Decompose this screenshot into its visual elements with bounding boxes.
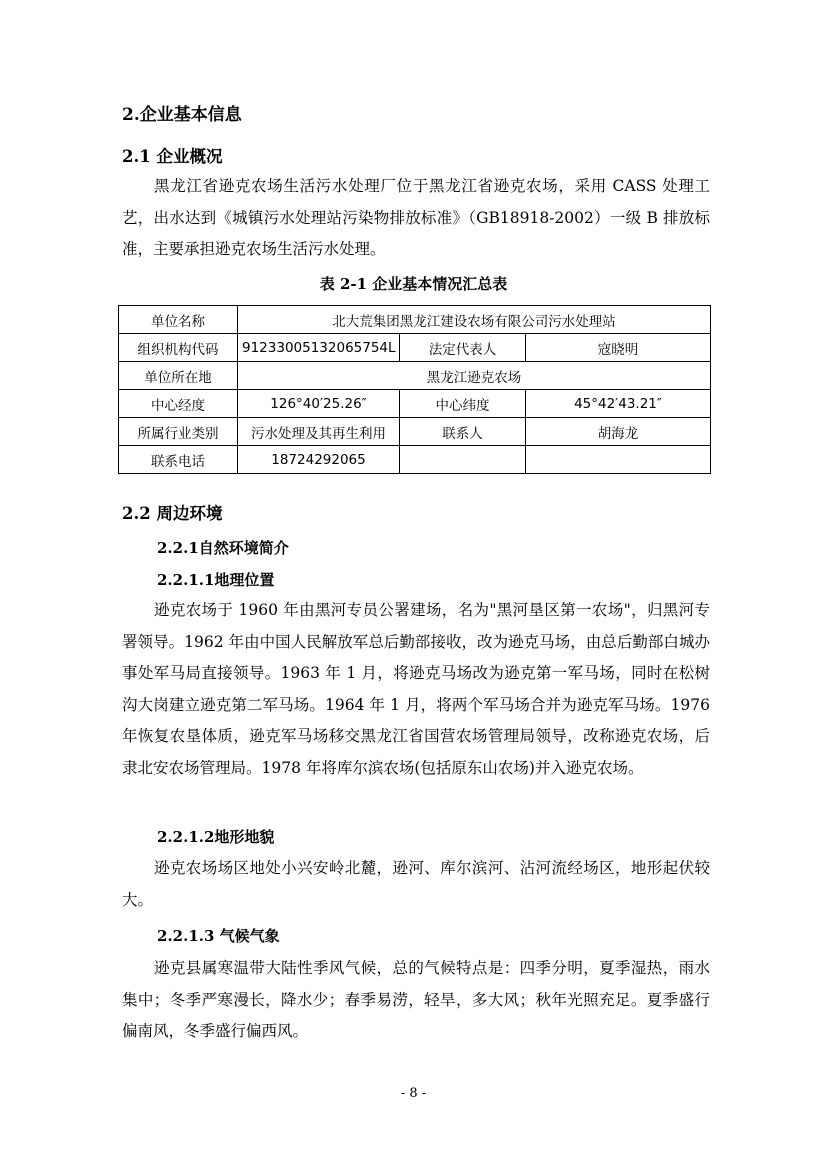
enterprise-info-table bbox=[118, 305, 711, 474]
section-heading-2-2-1-2: 2.2.1.2地形地貌 bbox=[157, 828, 275, 846]
table-row bbox=[119, 334, 711, 362]
section-heading-2-2-1: 2.2.1自然环境简介 bbox=[157, 539, 289, 557]
section-heading-2-2-1-3: 2.2.1.3 气候气象 bbox=[157, 927, 280, 945]
table-row bbox=[119, 306, 711, 334]
table-value-cell: 黑龙江逊克农场 bbox=[238, 362, 711, 390]
table-value-cell: 91233005132065754L bbox=[238, 334, 400, 362]
table-label-cell: 中心纬度 bbox=[400, 390, 526, 418]
table-row bbox=[119, 446, 711, 474]
table-value-cell: 胡海龙 bbox=[526, 418, 711, 446]
terrain-paragraph: 逊克农场场区地处小兴安岭北麓，逊河、库尔滨河、沾河流经场区，地形起伏较大。 bbox=[122, 859, 710, 909]
table-value-cell: 寇晓明 bbox=[526, 334, 711, 362]
geography-paragraph: 逊克农场于 1960 年由黑河专员公署建场，名为"黑河垦区第一农场"，归黑河专署领导。1962 年由中国人民解放军总后勤部接收，改为逊克马场，由总后勤部白城办事处军马局直接领导。1963 年 1 月，将逊克马场改为逊克第一军马场，同时在松树沟大岗建立逊克第二军马场。1964 年 1 月，将两个军马场合并为逊克军马场。1976 年恢复农垦体质，逊克军马场移交黑龙江省国营农场管理局领导，改称逊克农场，后隶北安农场管理局。1978 年将库尔滨农场(包括原东山农场)并入逊克农场。 bbox=[122, 601, 710, 777]
table-label-cell: 中心经度 bbox=[119, 390, 238, 418]
table-row bbox=[119, 418, 711, 446]
table-label-cell: 联系人 bbox=[400, 418, 526, 446]
table-label-cell: 组织机构代码 bbox=[119, 334, 238, 362]
section-heading-2-1: 2.1 企业概况 bbox=[122, 147, 223, 166]
table-label-cell bbox=[400, 446, 526, 474]
table-value-cell bbox=[526, 446, 711, 474]
section-heading-2-2-1-1: 2.2.1.1地理位置 bbox=[157, 571, 275, 589]
table-label-cell: 所属行业类别 bbox=[119, 418, 238, 446]
table-label-cell: 单位名称 bbox=[119, 306, 238, 334]
page-number: - 8 - bbox=[400, 1086, 427, 1101]
table-row bbox=[119, 362, 711, 390]
section-heading-2: 2.企业基本信息 bbox=[122, 105, 242, 125]
table-value-cell: 污水处理及其再生利用 bbox=[238, 418, 400, 446]
table-value-cell: 126°40′25.26″ bbox=[238, 390, 400, 418]
table-value-cell: 45°42′43.21″ bbox=[526, 390, 711, 418]
section-heading-2-2: 2.2 周边环境 bbox=[122, 504, 223, 523]
climate-paragraph: 逊克县属寒温带大陆性季风气候，总的气候特点是：四季分明，夏季湿热，雨水集中；冬季严寒漫长，降水少；春季易涝，轻旱，多大风；秋年光照充足。夏季盛行偏南风，冬季盛行偏西风。 bbox=[122, 959, 710, 1040]
table-caption: 表 2-1 企业基本情况汇总表 bbox=[319, 275, 508, 293]
table-label-cell: 单位所在地 bbox=[119, 362, 238, 390]
table-label-cell: 联系电话 bbox=[119, 446, 238, 474]
table-value-cell: 18724292065 bbox=[238, 446, 400, 474]
table-value-cell: 北大荒集团黑龙江建设农场有限公司污水处理站 bbox=[238, 306, 711, 334]
table-row bbox=[119, 390, 711, 418]
table-label-cell: 法定代表人 bbox=[400, 334, 526, 362]
intro-paragraph: 黑龙江省逊克农场生活污水处理厂位于黑龙江省逊克农场，采用 CASS 处理工艺，出水达到《城镇污水处理站污染物排放标准》（GB18918-2002）一级 B 排放标准，主要承担逊克农场生活污水处理。 bbox=[122, 177, 710, 258]
